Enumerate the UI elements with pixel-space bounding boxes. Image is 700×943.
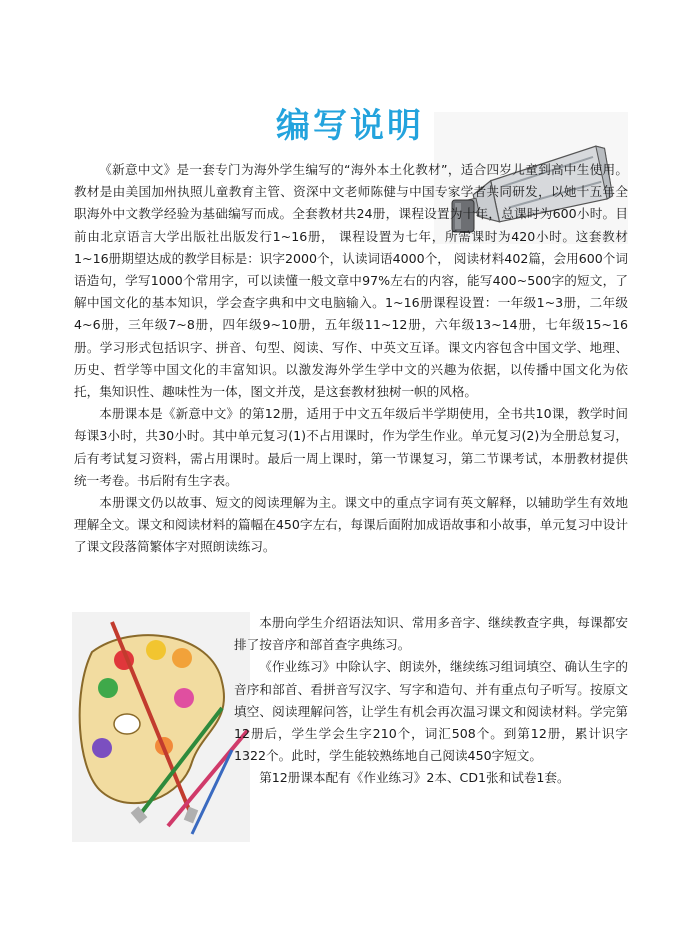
body-text-lower xyxy=(234,612,628,790)
paragraph-intro: 《新意中文》是一套专门为海外学生编写的“海外本土化教材”，适合四岁儿童到高中生使用。教材是由美国加州执照儿童教育主管、资深中文老师陈健与中国专家学者共同研发，以她十五年全职海外中文教学经验为基础编写而成。全套教材共24册，课程设置为十年，总课时为600小时。目前由北京语言大学出版社出版发行1~16册， 课程设置为七年，所需课时为420小时。这套教材1~16册期望达成的教学目标是：识字2000个，认读词语4000个， 阅读材料402篇，会用600个词语造句，学写1000个常用字，可以读懂一般文章中97%左右的内容，能写400~500字的短文，了解中国文化的基本知识，学会查字典和中文电脑输入。1~16册课程设置：一年级1~3册，二年级4~6册，三年级7~8册，四年级9~10册，五年级11~12册，六年级13~14册，七年级15~16册。学习形式包括识字、拼音、句型、阅读、写作、中英文互译。课文内容包含中国文学、地理、历史、哲学等中国文化的丰富知识。以激发海外学生学中文的兴趣为依据，以传播中国文化为依托，集知识性、趣味性为一体，图文并茂，是这套教材独树一帜的风格。 xyxy=(74,162,628,400)
page-title: 编写说明 xyxy=(276,106,424,146)
paragraph-text-content: 本册课文仍以故事、短文的阅读理解为主。课文中的重点字词有英文解释，以辅助学生有效地理解全文。课文和阅读材料的篇幅在450字左右，每课后面附加成语故事和小故事，单元复习中设计了课文段落简繁体字对照朗读练习。 xyxy=(74,495,628,555)
paragraph-materials: 第12册课本配有《作业练习》2本、CD1张和试卷1套。 xyxy=(259,770,570,786)
paragraph-grammar: 本册向学生介绍语法知识、常用多音字、继续教查字典，每课都安排了按音序和部首查字典练习。 xyxy=(234,615,628,653)
paragraph-volume-info: 本册课本是《新意中文》的第12册，适用于中文五年级后半学期使用，全书共10课，教学时间每课3小时，共30小时。其中单元复习(1)不占用课时，作为学生作业。单元复习(2)为全册总复习，后有考试复习资料，需占用课时。最后一周上课时，第一节课复习，第二节课考试，本册教材提供统一考卷。书后附有生字表。 xyxy=(74,406,628,488)
palette-illustration xyxy=(72,612,250,842)
body-text-upper xyxy=(74,159,628,559)
paragraph-workbook: 《作业练习》中除认字、朗读外，继续练习组词填空、确认生字的音序和部首、看拼音写汉字、写字和造句、并有重点句子听写。按原文填空、阅读理解问答，让学生有机会再次温习课文和阅读材料。学完第12册后，学生学会生字210个，词汇508个。到第12册，累计识字1322个。此时，学生能较熟练地自己阅读450字短文。 xyxy=(234,659,628,764)
